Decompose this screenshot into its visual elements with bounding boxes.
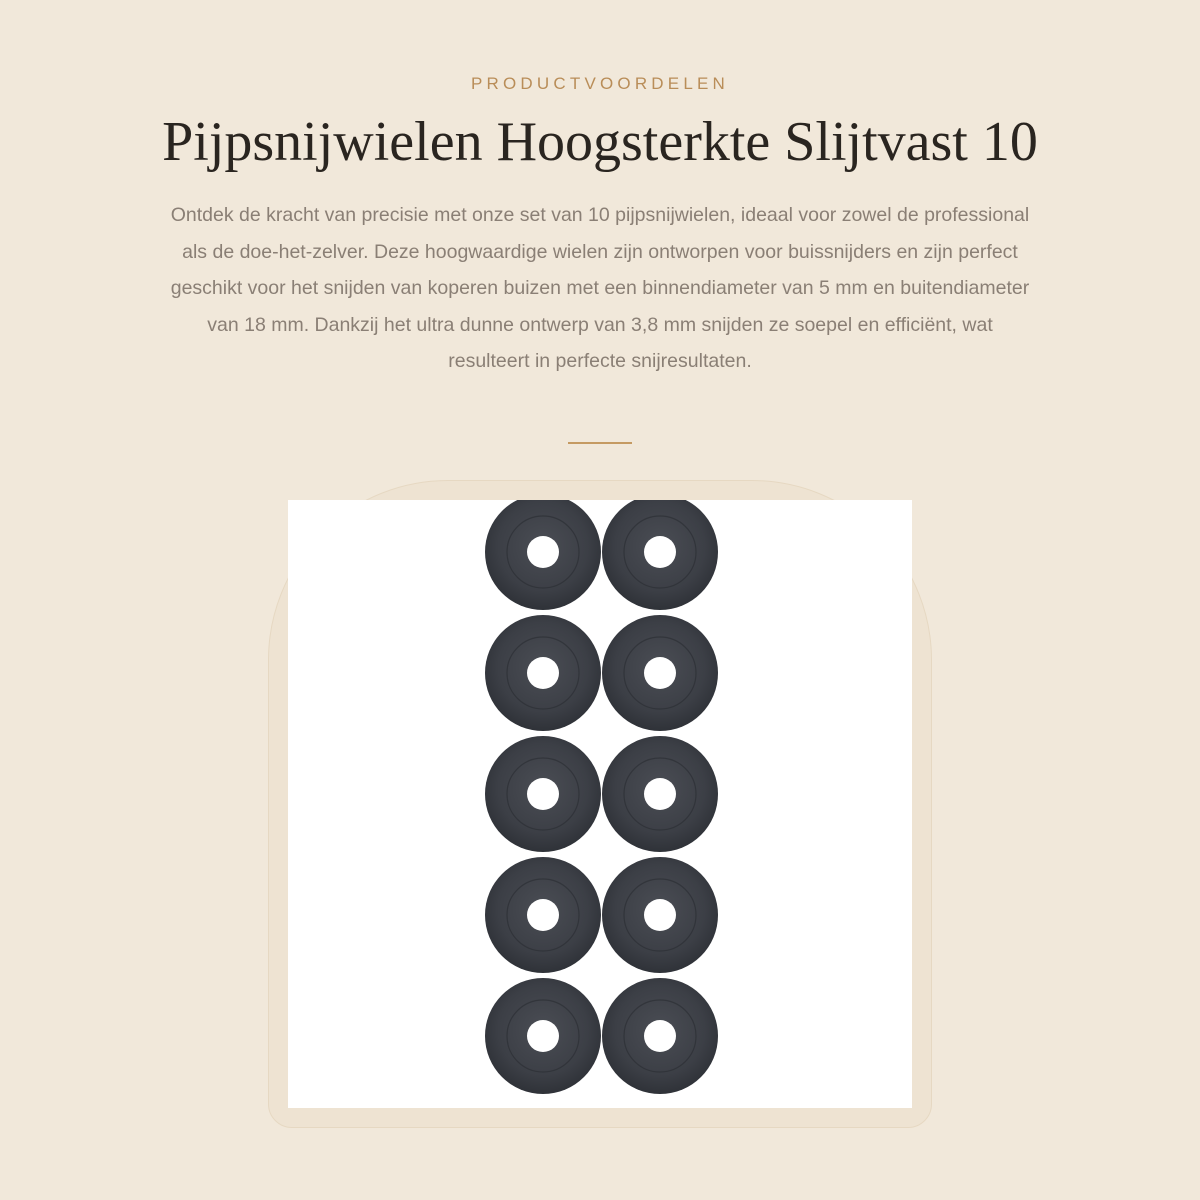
cutting-wheel-icon <box>485 978 601 1094</box>
section-divider <box>568 442 632 444</box>
cutting-wheel-icon <box>602 615 718 731</box>
product-description: Ontdek de kracht van precisie met onze set van 10 pijpsnijwielen, ideaal voor zowel de professional als de doe-het-zelver. Deze hoogwaardige wielen zijn ontworpen voor buissnijders en zijn perfect geschikt voor het snijden van koperen buizen met een binnendiameter van 5 mm en buitendiameter van 18 mm. Dankzij het ultra dunne ontwerp van 3,8 mm snijden ze soepel en efficiënt, wat resulteert in perfecte snijresultaten. <box>170 204 1030 372</box>
cutting-wheel-icon <box>485 736 601 852</box>
cutting-wheel-icon <box>485 500 601 610</box>
cutting-wheel-icon <box>602 736 718 852</box>
section-eyebrow: PRODUCTVOORDELEN <box>470 74 729 93</box>
cutting-wheel-icon <box>485 615 601 731</box>
cutting-wheel-icon <box>602 500 718 610</box>
product-image <box>288 500 912 1108</box>
cutting-wheel-icon <box>602 857 718 973</box>
cutting-wheel-icon <box>602 978 718 1094</box>
cutting-wheel-icon <box>485 857 601 973</box>
wheels-illustration <box>288 500 912 1108</box>
product-title: Pijpsnijwielen Hoogsterkte Slijtvast 10 <box>162 111 1038 173</box>
